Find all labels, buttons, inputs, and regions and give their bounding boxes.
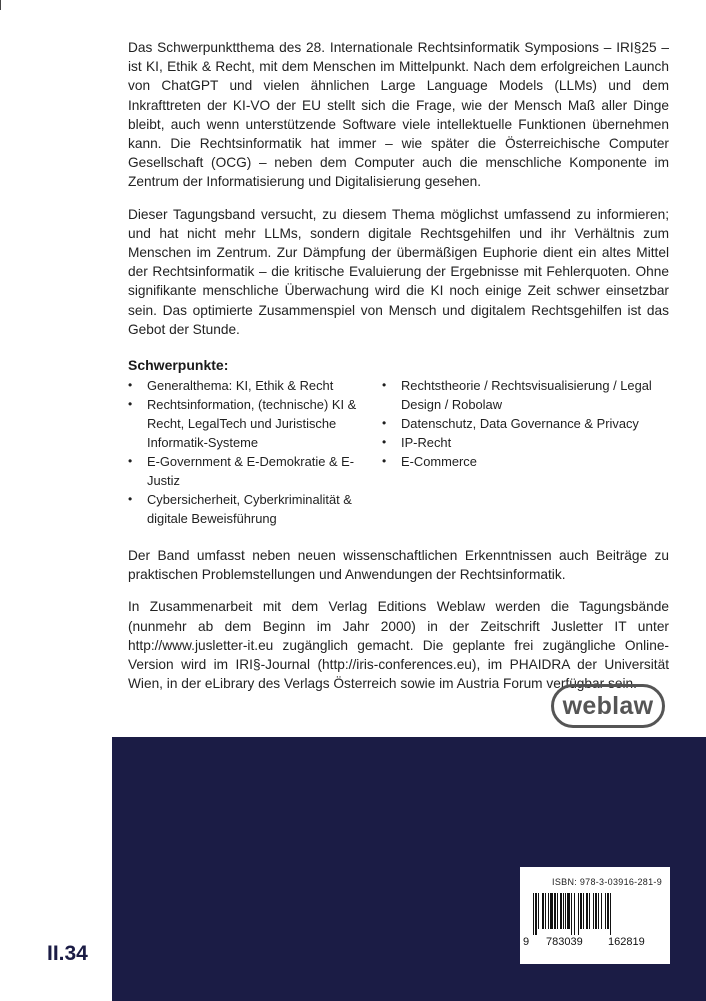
focus-list-left — [128, 376, 374, 528]
barcode-bar — [601, 893, 602, 929]
intro-paragraph: Das Schwerpunktthema des 28. Internationale Rechtsinformatik Symposions – IRI§25 – ist KI, Ethik & Recht, mit dem Menschen im Mittelpunkt. Nach dem erfolgreichen Launch von ChatGPT und vielen ähnlichen Large Language Models (LLMs) und dem Inkrafttreten der KI-VO der EU stellt sich die Frage, wie der Mensch Maß aller Dinge bleibt, auch wenn unterstützende Software viele intellektuelle Funktionen übernehmen kann. Die Rechtsinformatik hat immer – wie später die Österreichische Computer Gesellschaft (OCG) – neben dem Computer auch die menschliche Komponente im Zentrum der Informatisierung und Digitalisierung gesehen. — [128, 40, 669, 190]
description-paragraph: Dieser Tagungsband versucht, zu diesem Thema möglichst umfassend zu informieren; und hat nicht mehr LLMs, sondern digitale Rechtsgehilfen und ihr Verhältnis zum Menschen im Zentrum. Zur Dämpfung der übermäßigen Euphorie dient ein altes Mittel der Rechtsinformatik – die kritische Evaluierung der Ergebnisse mit Fehlerquoten. Ohne signifikante menschliche Überwachung wird die KI noch einige Zeit schwer einsetzbar sein. Das optimierte Zusammenspiel von Mensch und digitalem Rechtsgehilfen ist das Gebot der Stunde. — [128, 206, 669, 337]
list-item: • Datenschutz, Data Governance & Privacy — [382, 414, 669, 433]
barcode-bar — [533, 893, 534, 935]
isbn-digit-group-2: 162819 — [608, 936, 645, 948]
barcode-bar — [542, 893, 544, 929]
barcode-bar — [589, 893, 590, 929]
barcode-bar — [580, 893, 582, 929]
list-item: • Rechtstheorie / Rechtsvisualisierung / Legal Design / Robolaw — [382, 376, 669, 414]
crop-mark — [0, 0, 1, 10]
isbn-barcode-box — [520, 867, 670, 964]
page-number: II.34 — [47, 942, 88, 965]
barcode-bar — [610, 893, 611, 935]
publication-paragraph: In Zusammenarbeit mit dem Verlag Editions Weblaw werden die Tagungsbände (nunmehr ab dem Beginn im Jahr 2000) in der Zeitschrift Jusletter IT unter http://www.jusletter-it.eu zugänglich gemacht. Die geplante frei zugängliche Online-Version wird im IRI§-Journal (http://iris-conferences.eu), im PHAIDRA der Universität Wien, in der eLibrary des Verlags Österreich sowie im Austria Forum verfügbar sein. — [128, 599, 669, 692]
list-item: • Rechtsinformation, (technische) KI & Recht, LegalTech und Juristische Informatik-Systeme — [128, 395, 374, 452]
isbn-digit-group-1: 783039 — [546, 936, 583, 948]
barcode-bar — [593, 893, 594, 929]
list-item: • Generalthema: KI, Ethik & Recht — [128, 376, 374, 395]
barcode-bar — [557, 893, 558, 929]
barcode-bar — [550, 893, 553, 929]
barcode-bar — [586, 893, 588, 929]
focus-heading: Schwerpunkte: — [128, 357, 229, 374]
barcode-bar — [605, 893, 606, 929]
focus-list — [128, 376, 669, 528]
barcode-bar — [595, 893, 597, 929]
isbn-label: ISBN: 978-3-03916-281-9 — [552, 877, 662, 887]
weblaw-logo: weblaw — [551, 684, 665, 728]
barcode-bar — [607, 893, 609, 929]
list-item: • Cybersicherheit, Cyberkriminalität & digitale Beweisführung — [128, 490, 374, 528]
scope-paragraph: Der Band umfasst neben neuen wissenschaftlichen Erkenntnissen auch Beiträge zu praktischen Problemstellungen und Anwendungen der Rechtsinformatik. — [128, 548, 669, 583]
list-item: • E-Government & E-Demokratie & E-Justiz — [128, 452, 374, 490]
barcode-bar — [574, 893, 575, 935]
list-item: • IP-Recht — [382, 433, 669, 452]
isbn-first-digit: 9 — [523, 936, 530, 948]
list-item: • E-Commerce — [382, 452, 669, 471]
barcode-bar — [567, 893, 570, 929]
barcode-bar — [538, 893, 539, 929]
barcode-bar — [583, 893, 584, 929]
barcode-bar — [578, 893, 579, 935]
barcode-bar — [554, 893, 556, 929]
barcode-bar — [535, 893, 537, 935]
barcode-bar — [563, 893, 564, 929]
barcode-bar — [565, 893, 566, 929]
focus-list-right — [382, 376, 669, 528]
barcode-bar — [598, 893, 599, 929]
barcode-bar — [571, 893, 572, 935]
back-cover-text — [128, 38, 669, 706]
barcode-bar — [545, 893, 546, 929]
barcode-icon — [531, 893, 659, 935]
barcode-bar — [548, 893, 549, 929]
barcode-bar — [560, 893, 562, 929]
